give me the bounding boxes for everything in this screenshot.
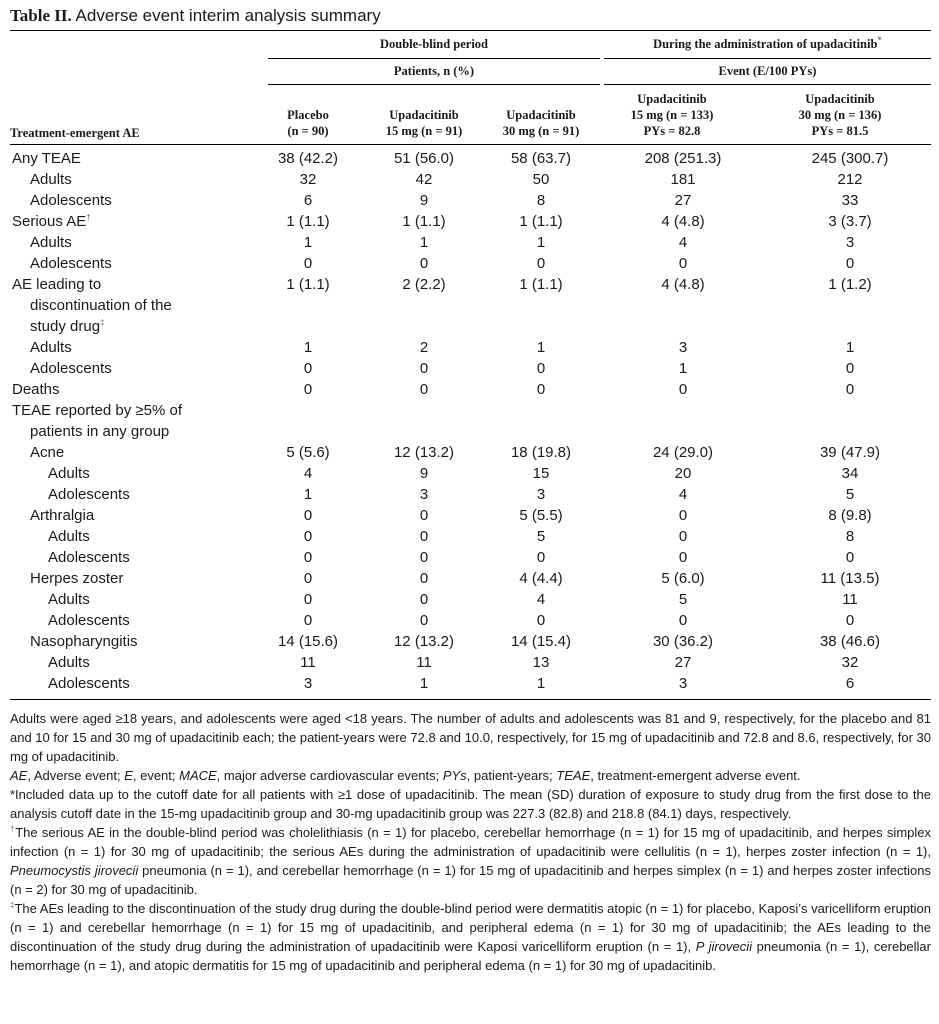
table-row <box>10 547 931 568</box>
table-caption: Adverse event interim analysis summary <box>75 6 381 25</box>
table-cell: 9 <box>419 192 429 209</box>
table-row <box>10 526 931 547</box>
row-label <box>10 253 253 274</box>
row-label <box>10 295 253 316</box>
header-subgroup-rule <box>604 84 931 85</box>
row-label <box>10 400 253 421</box>
table-cell: 18 (19.8) <box>510 444 572 461</box>
row-label-text: study drug <box>30 318 101 335</box>
table-cell: 0 <box>845 381 855 398</box>
data-table <box>10 145 931 700</box>
header-group-events: Event (E/100 PYs) <box>718 64 817 78</box>
header-group-rule <box>268 58 600 59</box>
table-cell: 5 (5.5) <box>519 507 563 524</box>
table-cell: 4 (4.8) <box>661 276 705 293</box>
table-body <box>10 145 931 700</box>
abbrev-definition: , patient-years; <box>466 768 557 783</box>
col-header-line: Upadacitinib <box>805 92 875 106</box>
footnote-mark: ‡ <box>100 318 105 327</box>
table-header <box>10 30 931 145</box>
table-cell: 0 <box>419 255 429 272</box>
table-cell: 1 <box>303 339 313 356</box>
row-label-text: Adults <box>30 171 72 188</box>
table-cell: 1 <box>536 339 546 356</box>
table-cell: 0 <box>303 381 313 398</box>
col-header-line: 15 mg (n = 91) <box>385 124 463 138</box>
table-row <box>10 379 931 400</box>
table-cell: 1 <box>303 234 313 251</box>
abbrev-term: E <box>124 768 133 783</box>
footnote-ddagger-mark: ‡ <box>10 900 15 910</box>
table-row <box>10 400 931 421</box>
table-cell <box>597 316 769 337</box>
footnote-italic: P jirovecii <box>695 939 752 954</box>
table-cell: 0 <box>678 507 688 524</box>
header-group-patients: Patients, n (%) <box>393 64 475 78</box>
table-cell: 38 (42.2) <box>277 150 339 167</box>
footnote-double-dagger <box>10 899 931 975</box>
row-label <box>10 211 253 232</box>
table-cell <box>769 316 931 337</box>
row-label <box>10 484 253 505</box>
col-header-line: (n = 90) <box>287 124 329 138</box>
table-cell: 3 <box>536 486 546 503</box>
table-cell: 0 <box>419 549 429 566</box>
row-label-text: Deaths <box>12 381 60 398</box>
table-cell: 181 <box>670 171 696 188</box>
header-group-upadacitinib <box>604 36 931 52</box>
table-row <box>10 274 931 295</box>
table-cell: 14 (15.4) <box>510 633 572 650</box>
table-cell: 3 <box>303 675 313 692</box>
table-cell: 5 <box>678 591 688 608</box>
table-row <box>10 589 931 610</box>
row-label-text: Adolescents <box>30 360 112 377</box>
abbrev-term: TEAE <box>556 768 591 783</box>
col-header-line: PYs = 82.8 <box>643 124 701 138</box>
table-cell: 5 <box>845 486 855 503</box>
table-cell: 32 <box>299 171 317 188</box>
table-row <box>10 463 931 484</box>
header-row-label: Treatment-emergent AE <box>10 126 140 140</box>
table-cell <box>363 421 485 442</box>
footnote-dagger <box>10 823 931 899</box>
row-label <box>10 274 253 295</box>
row-label <box>10 463 253 484</box>
table-cell: 4 <box>303 465 313 482</box>
table-cell: 0 <box>419 381 429 398</box>
abbrev-definition: , event; <box>132 768 180 783</box>
col-header-upa15-all <box>607 91 737 139</box>
table-cell: 38 (46.6) <box>819 633 881 650</box>
table-cell: 0 <box>303 612 313 629</box>
table-cell: 6 <box>303 192 313 209</box>
row-label-text: Adults <box>30 234 72 251</box>
table-row <box>10 652 931 673</box>
table-row <box>10 337 931 358</box>
row-label <box>10 673 253 700</box>
table-row <box>10 232 931 253</box>
table-footnotes <box>10 709 931 975</box>
table-cell: 1 (1.1) <box>286 213 330 230</box>
footnote-abbreviations <box>10 766 931 785</box>
table-cell: 8 <box>536 192 546 209</box>
abbrev-term: AE <box>10 768 28 783</box>
row-label <box>10 232 253 253</box>
row-label-text: Adults <box>48 654 90 671</box>
row-label <box>10 547 253 568</box>
col-header-line: 15 mg (n = 133) <box>630 108 714 122</box>
footnote-star-mark: * <box>877 34 882 45</box>
row-label-text: Adolescents <box>30 192 112 209</box>
col-header-line: Upadacitinib <box>506 108 576 122</box>
table-cell: 3 (3.7) <box>828 213 872 230</box>
row-label-text: discontinuation of the <box>30 297 172 314</box>
table-cell: 14 (15.6) <box>277 633 339 650</box>
table-cell: 42 <box>415 171 433 188</box>
col-header-upa15-db <box>363 107 485 139</box>
table-cell: 39 (47.9) <box>819 444 881 461</box>
table-cell: 0 <box>678 381 688 398</box>
table-cell <box>769 295 931 316</box>
table-cell: 2 <box>419 339 429 356</box>
table-cell: 4 (4.8) <box>661 213 705 230</box>
header-group-double-blind: Double-blind period <box>379 37 488 51</box>
table-cell: 11 (13.5) <box>820 570 880 587</box>
row-label-text: Herpes zoster <box>30 570 124 587</box>
table-title <box>10 4 931 30</box>
table-cell: 0 <box>845 360 855 377</box>
table-cell: 6 <box>845 675 855 692</box>
footnote-text: The AEs leading to the discontinuation of the study drug during the double-blind period were dermatitis atopic (n = 1) for placebo, Kaposi’s varicelliform eruption (n = 1) and cerebellar hemorrhage (n = 1) for 15 mg of upadacitinib, and peripheral edema (n = 1) for 30 mg of upadacitinib; the AEs leading to the discontinuation of the study drug during the administration of upadacitinib were Kaposi varicelliform eruption (n = 1), <box>10 901 932 954</box>
table-cell <box>485 421 597 442</box>
table-cell: 0 <box>678 255 688 272</box>
table-cell <box>363 316 485 337</box>
row-label <box>10 568 253 589</box>
table-cell: 3 <box>678 675 688 692</box>
row-label <box>10 526 253 547</box>
table-row <box>10 442 931 463</box>
table-cell: 5 (5.6) <box>286 444 330 461</box>
table-cell: 0 <box>303 255 313 272</box>
table-cell: 2 (2.2) <box>402 276 446 293</box>
col-header-upa30-db <box>485 107 597 139</box>
table-cell <box>597 421 769 442</box>
table-row <box>10 253 931 274</box>
row-label <box>10 169 253 190</box>
table-cell <box>253 295 363 316</box>
table-row <box>10 316 931 337</box>
col-header-line: PYs = 81.5 <box>811 124 869 138</box>
table-cell: 12 (13.2) <box>393 444 455 461</box>
table-cell: 1 <box>419 234 429 251</box>
table-cell: 27 <box>674 654 692 671</box>
table-cell: 3 <box>678 339 688 356</box>
table-cell <box>253 316 363 337</box>
table-cell: 0 <box>536 381 546 398</box>
table-cell: 4 <box>678 486 688 503</box>
table-cell: 8 <box>845 528 855 545</box>
col-header-upa30-all <box>770 91 910 139</box>
row-label-text: Adults <box>30 339 72 356</box>
table-cell <box>485 295 597 316</box>
table-cell: 4 <box>678 234 688 251</box>
table-cell: 0 <box>536 255 546 272</box>
table-cell: 50 <box>532 171 550 188</box>
col-header-placebo <box>253 107 363 139</box>
row-label <box>10 610 253 631</box>
table-cell <box>363 295 485 316</box>
table-cell: 212 <box>837 171 863 188</box>
table-row <box>10 169 931 190</box>
row-label <box>10 145 253 169</box>
table-cell: 11 <box>416 654 432 671</box>
row-label-text: patients in any group <box>30 423 170 440</box>
table-cell: 58 (63.7) <box>510 150 572 167</box>
row-label <box>10 337 253 358</box>
table-cell <box>485 316 597 337</box>
table-row <box>10 211 931 232</box>
table-cell: 51 (56.0) <box>393 150 455 167</box>
table-cell: 0 <box>303 570 313 587</box>
table-cell: 11 <box>300 654 316 671</box>
abbrev-term: PYs <box>442 768 467 783</box>
abbrev-definition: , treatment-emergent adverse event. <box>590 768 801 783</box>
row-label-text: Adults <box>48 528 90 545</box>
table-cell: 4 <box>536 591 546 608</box>
table-cell: 12 (13.2) <box>393 633 455 650</box>
table-cell: 0 <box>678 528 688 545</box>
table-row <box>10 673 931 700</box>
footnote-text: pneumonia (n = 1), and cerebellar hemorrhage (n = 1) for 15 mg of upadacitinib and herpes simplex (n = 1) and herpes zoster infections (n = 2) for 30 mg of upadacitinib. <box>10 863 932 897</box>
row-label-text: Adolescents <box>48 549 130 566</box>
row-label-text: Adolescents <box>48 486 130 503</box>
table-cell <box>769 421 931 442</box>
table-cell: 1 <box>845 339 855 356</box>
table-cell: 1 <box>303 486 313 503</box>
row-label <box>10 358 253 379</box>
table-cell: 15 <box>532 465 550 482</box>
row-label-text: Any TEAE <box>12 150 81 167</box>
row-label <box>10 652 253 673</box>
table-cell: 245 (300.7) <box>811 150 889 167</box>
table-cell: 5 (6.0) <box>661 570 705 587</box>
table-row <box>10 145 931 169</box>
col-header-line: 30 mg (n = 91) <box>502 124 580 138</box>
table-cell: 1 (1.2) <box>828 276 872 293</box>
footnote-text: The serious AE in the double-blind period was cholelithiasis (n = 1) for placebo, cerebellar hemorrhage (n = 1) for 15 mg of upadacitinib, and herpes simplex infection (n = 1) for 30 mg of upadacitinib; the serious AEs during the administration of upadacitinib were cellulitis (n = 1), herpes zoster infection (n = 1), <box>10 825 931 859</box>
table-figure <box>10 4 931 975</box>
table-cell: 0 <box>678 612 688 629</box>
row-label-text: Acne <box>30 444 65 461</box>
table-cell: 1 (1.1) <box>519 213 563 230</box>
table-cell <box>253 400 363 421</box>
row-label <box>10 190 253 211</box>
table-cell <box>597 295 769 316</box>
footnote-dagger-mark: † <box>10 824 16 834</box>
table-cell: 8 (9.8) <box>828 507 872 524</box>
table-cell: 0 <box>303 549 313 566</box>
table-row <box>10 568 931 589</box>
table-cell: 34 <box>841 465 859 482</box>
row-label <box>10 631 253 652</box>
table-cell: 3 <box>419 486 429 503</box>
table-row <box>10 484 931 505</box>
abbrev-term: MACE <box>179 768 217 783</box>
table-cell: 0 <box>419 360 429 377</box>
table-cell: 0 <box>303 360 313 377</box>
table-number: Table II. <box>10 6 72 25</box>
table-row <box>10 505 931 526</box>
table-cell <box>363 400 485 421</box>
row-label <box>10 589 253 610</box>
row-label-text: Adolescents <box>30 255 112 272</box>
table-cell: 0 <box>419 570 429 587</box>
table-cell: 9 <box>419 465 429 482</box>
table-cell: 1 <box>536 234 546 251</box>
row-label-text: Adolescents <box>48 675 130 692</box>
table-cell: 30 (36.2) <box>652 633 714 650</box>
table-cell: 0 <box>536 360 546 377</box>
table-cell <box>485 400 597 421</box>
header-group-rule <box>604 58 931 59</box>
footnote-italic: Pneumocystis jirovecii <box>10 863 139 878</box>
table-cell <box>597 400 769 421</box>
header-group-upadacitinib-label: During the administration of upadacitinib <box>653 37 878 51</box>
table-cell: 5 <box>536 528 546 545</box>
table-cell: 0 <box>419 612 429 629</box>
table-cell: 0 <box>845 549 855 566</box>
row-label-text: AE leading to <box>12 276 102 293</box>
table-row <box>10 631 931 652</box>
table-cell: 20 <box>674 465 692 482</box>
col-header-line: Upadacitinib <box>637 92 707 106</box>
abbrev-definition: , major adverse cardiovascular events; <box>216 768 443 783</box>
table-cell: 208 (251.3) <box>644 150 722 167</box>
row-label <box>10 442 253 463</box>
table-cell: 0 <box>536 549 546 566</box>
table-cell: 1 <box>678 360 688 377</box>
row-label-text: Nasopharyngitis <box>30 633 138 650</box>
table-cell: 0 <box>303 528 313 545</box>
row-label-text: Adults <box>48 465 90 482</box>
row-label <box>10 421 253 442</box>
row-label-text: Arthralgia <box>30 507 95 524</box>
table-cell: 1 <box>536 675 546 692</box>
table-cell: 24 (29.0) <box>652 444 714 461</box>
table-row <box>10 190 931 211</box>
table-cell: 1 (1.1) <box>519 276 563 293</box>
table-cell: 3 <box>845 234 855 251</box>
header-subgroup-rule <box>268 84 600 85</box>
table-row <box>10 295 931 316</box>
abbrev-definition: , Adverse event; <box>27 768 125 783</box>
table-cell: 1 (1.1) <box>286 276 330 293</box>
table-cell: 4 (4.4) <box>519 570 563 587</box>
table-cell: 0 <box>419 507 429 524</box>
table-cell <box>769 400 931 421</box>
table-cell: 32 <box>841 654 859 671</box>
row-label <box>10 379 253 400</box>
table-cell: 33 <box>841 192 859 209</box>
table-cell: 0 <box>303 507 313 524</box>
row-label <box>10 505 253 526</box>
table-cell: 1 <box>419 675 429 692</box>
col-header-line: Upadacitinib <box>389 108 459 122</box>
table-cell: 0 <box>419 591 429 608</box>
table-cell: 11 <box>842 591 858 608</box>
table-cell: 0 <box>678 549 688 566</box>
table-row <box>10 610 931 631</box>
table-cell: 13 <box>532 654 550 671</box>
row-label-text: TEAE reported by ≥5% of <box>12 402 182 419</box>
table-cell: 27 <box>674 192 692 209</box>
table-cell: 0 <box>419 528 429 545</box>
table-cell: 0 <box>303 591 313 608</box>
table-cell: 0 <box>845 255 855 272</box>
row-label-text: Serious AE <box>12 213 87 230</box>
col-header-line: Placebo <box>287 108 329 122</box>
row-label-text: Adolescents <box>48 612 130 629</box>
row-label <box>10 316 253 337</box>
table-cell: 1 (1.1) <box>402 213 446 230</box>
table-row <box>10 421 931 442</box>
footnote-mark: † <box>86 213 91 222</box>
table-cell: 0 <box>536 612 546 629</box>
table-cell <box>253 421 363 442</box>
col-header-line: 30 mg (n = 136) <box>798 108 882 122</box>
table-row <box>10 358 931 379</box>
table-cell: 0 <box>845 612 855 629</box>
footnote-ages: Adults were aged ≥18 years, and adolescents were aged <18 years. The number of adults and adolescents was 81 and 9, respectively, for the placebo and 81 and 10 for 15 and 30 mg of upadacitinib each; the patient-years were 72.8 and 10.0, respectively, for 15 mg of upadacitinib and 72.8 and 8.6, respectively, for 30 mg of upadacitinib. <box>10 711 931 764</box>
row-label-text: Adults <box>48 591 90 608</box>
footnote-text: pneumonia (n = 1), cerebellar hemorrhage (n = 1), and atopic dermatitis for 15 mg of upadacitinib and peripheral edema (n = 1) for 30 mg of upadacitinib. <box>10 939 931 973</box>
footnote-star: *Included data up to the cutoff date for all patients with ≥1 dose of upadacitinib. The mean (SD) duration of exposure to study drug from the first dose to the analysis cutoff date in the 15-mg upadacitinib group and 30-mg upadacitinib group was 227.3 (82.8) and 218.8 (84.1) days, respectively. <box>10 787 931 821</box>
